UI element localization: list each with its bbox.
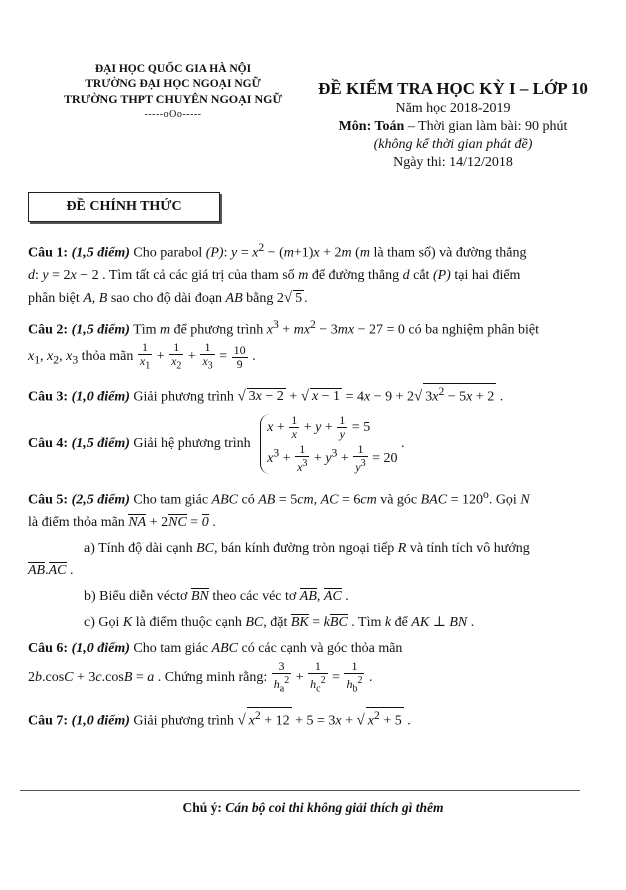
exam-body (28, 237, 606, 733)
subject-label: Môn: Toán (338, 119, 405, 134)
exam-note: (không kể thời gian phát đề) (373, 137, 533, 152)
question-5: Câu 5: (2,5 điểm) Cho tam giác ABC có AB = 5cm, AC = 6cm và góc BAC = $120^o$. Gọi N là điểm thỏa mãn NA + 2NC = 0 . a) Tính độ dài cạnh BC, bán kính đường tròn ngoại tiếp R và tính tích vô hướng AB.AC . b) Biểu diễn véctơ BN theo các véc tơ AB, AC . c) Gọi K là điểm thuộc cạnh BC, đặt BK = kBC . Tìm k để AK ⊥ BN . (28, 488, 530, 630)
header-ornament: -----oOo----- (144, 109, 202, 120)
question-5-label: Câu 5: (28, 492, 69, 508)
question-6-label: Câu 6: (28, 640, 69, 656)
question-4-points: (1,5 điểm) (71, 436, 130, 452)
equation-system: x + $\frac{1}{x}$ + y + $\frac{1}{y}$ = 5 $x^3$ + $\frac{1}{x^3}$ + $y^3$ + $\frac{1}{y^3}$ = 20 (260, 414, 397, 474)
question-7-points: (1,0 điểm) (71, 714, 130, 729)
footer-divider (20, 790, 580, 791)
exam-date: Ngày thi: 14/12/2018 (393, 155, 513, 170)
question-7: Câu 7: (1,0 điểm) Giải phương trình √ $x^2 + 12 + 5 = 3x$ + √ $x^2 + 5$ . (28, 709, 411, 729)
question-6-points: (1,0 điểm) (71, 640, 130, 656)
question-1-points: (1,5 điểm) (71, 245, 130, 261)
question-4: Câu 4: (1,5 điểm) Giải hệ phương trình x + $\frac{1}{x}$ + y + $\frac{1}{y}$ = 5 $x^3$ + $\frac{1}{x^3}$ + $y^3$ + $\frac{1}{y^3}$ = 20 . (28, 413, 405, 475)
footer-note (0, 800, 626, 816)
school-name: TRƯỜNG THPT CHUYÊN NGOẠI NGỮ (63, 92, 282, 106)
question-2-points: (1,5 điểm) (71, 322, 130, 338)
question-2-label: Câu 2: (28, 322, 69, 338)
question-3-points: (1,0 điểm) (71, 389, 130, 405)
footer-text: Cán bộ coi thi không giải thích gì thêm (225, 800, 444, 815)
question-6: Câu 6: (1,0 điểm) Cho tam giác ABC có các cạnh và góc thỏa mãn 2b.cosC + 3c.cosB = a . Chứng minh rằng: $\frac{3}{h_a^2}$ + $\frac{1}{h_c^2}$ = $\frac{1}{h_b^2}$ . (28, 640, 403, 695)
subject-line (298, 118, 608, 136)
official-badge: ĐỀ CHÍNH THỨC (28, 192, 220, 222)
college-name: TRƯỜNG ĐẠI HỌC NGOẠI NGỮ (85, 78, 261, 90)
school-year: Năm học 2018-2019 (395, 101, 511, 116)
question-3-label: Câu 3: (28, 389, 69, 405)
question-5-points: (2,5 điểm) (71, 492, 130, 508)
school-header (48, 62, 298, 122)
question-1: Câu 1: (1,5 điểm) Cho parabol (P): $y = x^2 - (m+1)x + 2m$ (m là tham số) và đường thẳng d: y = 2x − 2 . Tìm tất cả các giá trị của tham số m để đường thẳng d cắt (P) tại hai điểm phân biệt A, B sao cho độ dài đoạn AB bằng 2√ 5 . (28, 241, 527, 306)
university-name: ĐẠI HỌC QUỐC GIA HÀ NỘI (94, 63, 252, 75)
exam-duration: – Thời gian làm bài: 90 phút (404, 119, 568, 134)
question-2: Câu 2: (1,5 điểm) Tìm m để phương trình $x^3 + mx^2 - 3mx - 27 = 0$ có ba nghiệm phân biệt $x_1$, $x_2$, $x_3$ thỏa mãn $\frac{1}{x_1}$ + $\frac{1}{x_2}$ + $\frac{1}{x_3}$ = $\frac{10}{9}$ . (28, 317, 540, 372)
question-3: Câu 3: (1,0 điểm) Giải phương trình √ 3x − 2 + √ x − 1 = 4x − 9 + 2√ $3x^2 - 5x + 2$ . (28, 384, 504, 405)
question-1-label: Câu 1: (28, 245, 69, 261)
exam-title: ĐỀ KIỂM TRA HỌC KỲ I – LỚP 10 (318, 79, 588, 98)
exam-header (298, 78, 608, 172)
question-4-label: Câu 4: (28, 436, 69, 452)
question-7-label: Câu 7: (28, 714, 69, 729)
footer-label: Chú ý: (182, 800, 222, 815)
